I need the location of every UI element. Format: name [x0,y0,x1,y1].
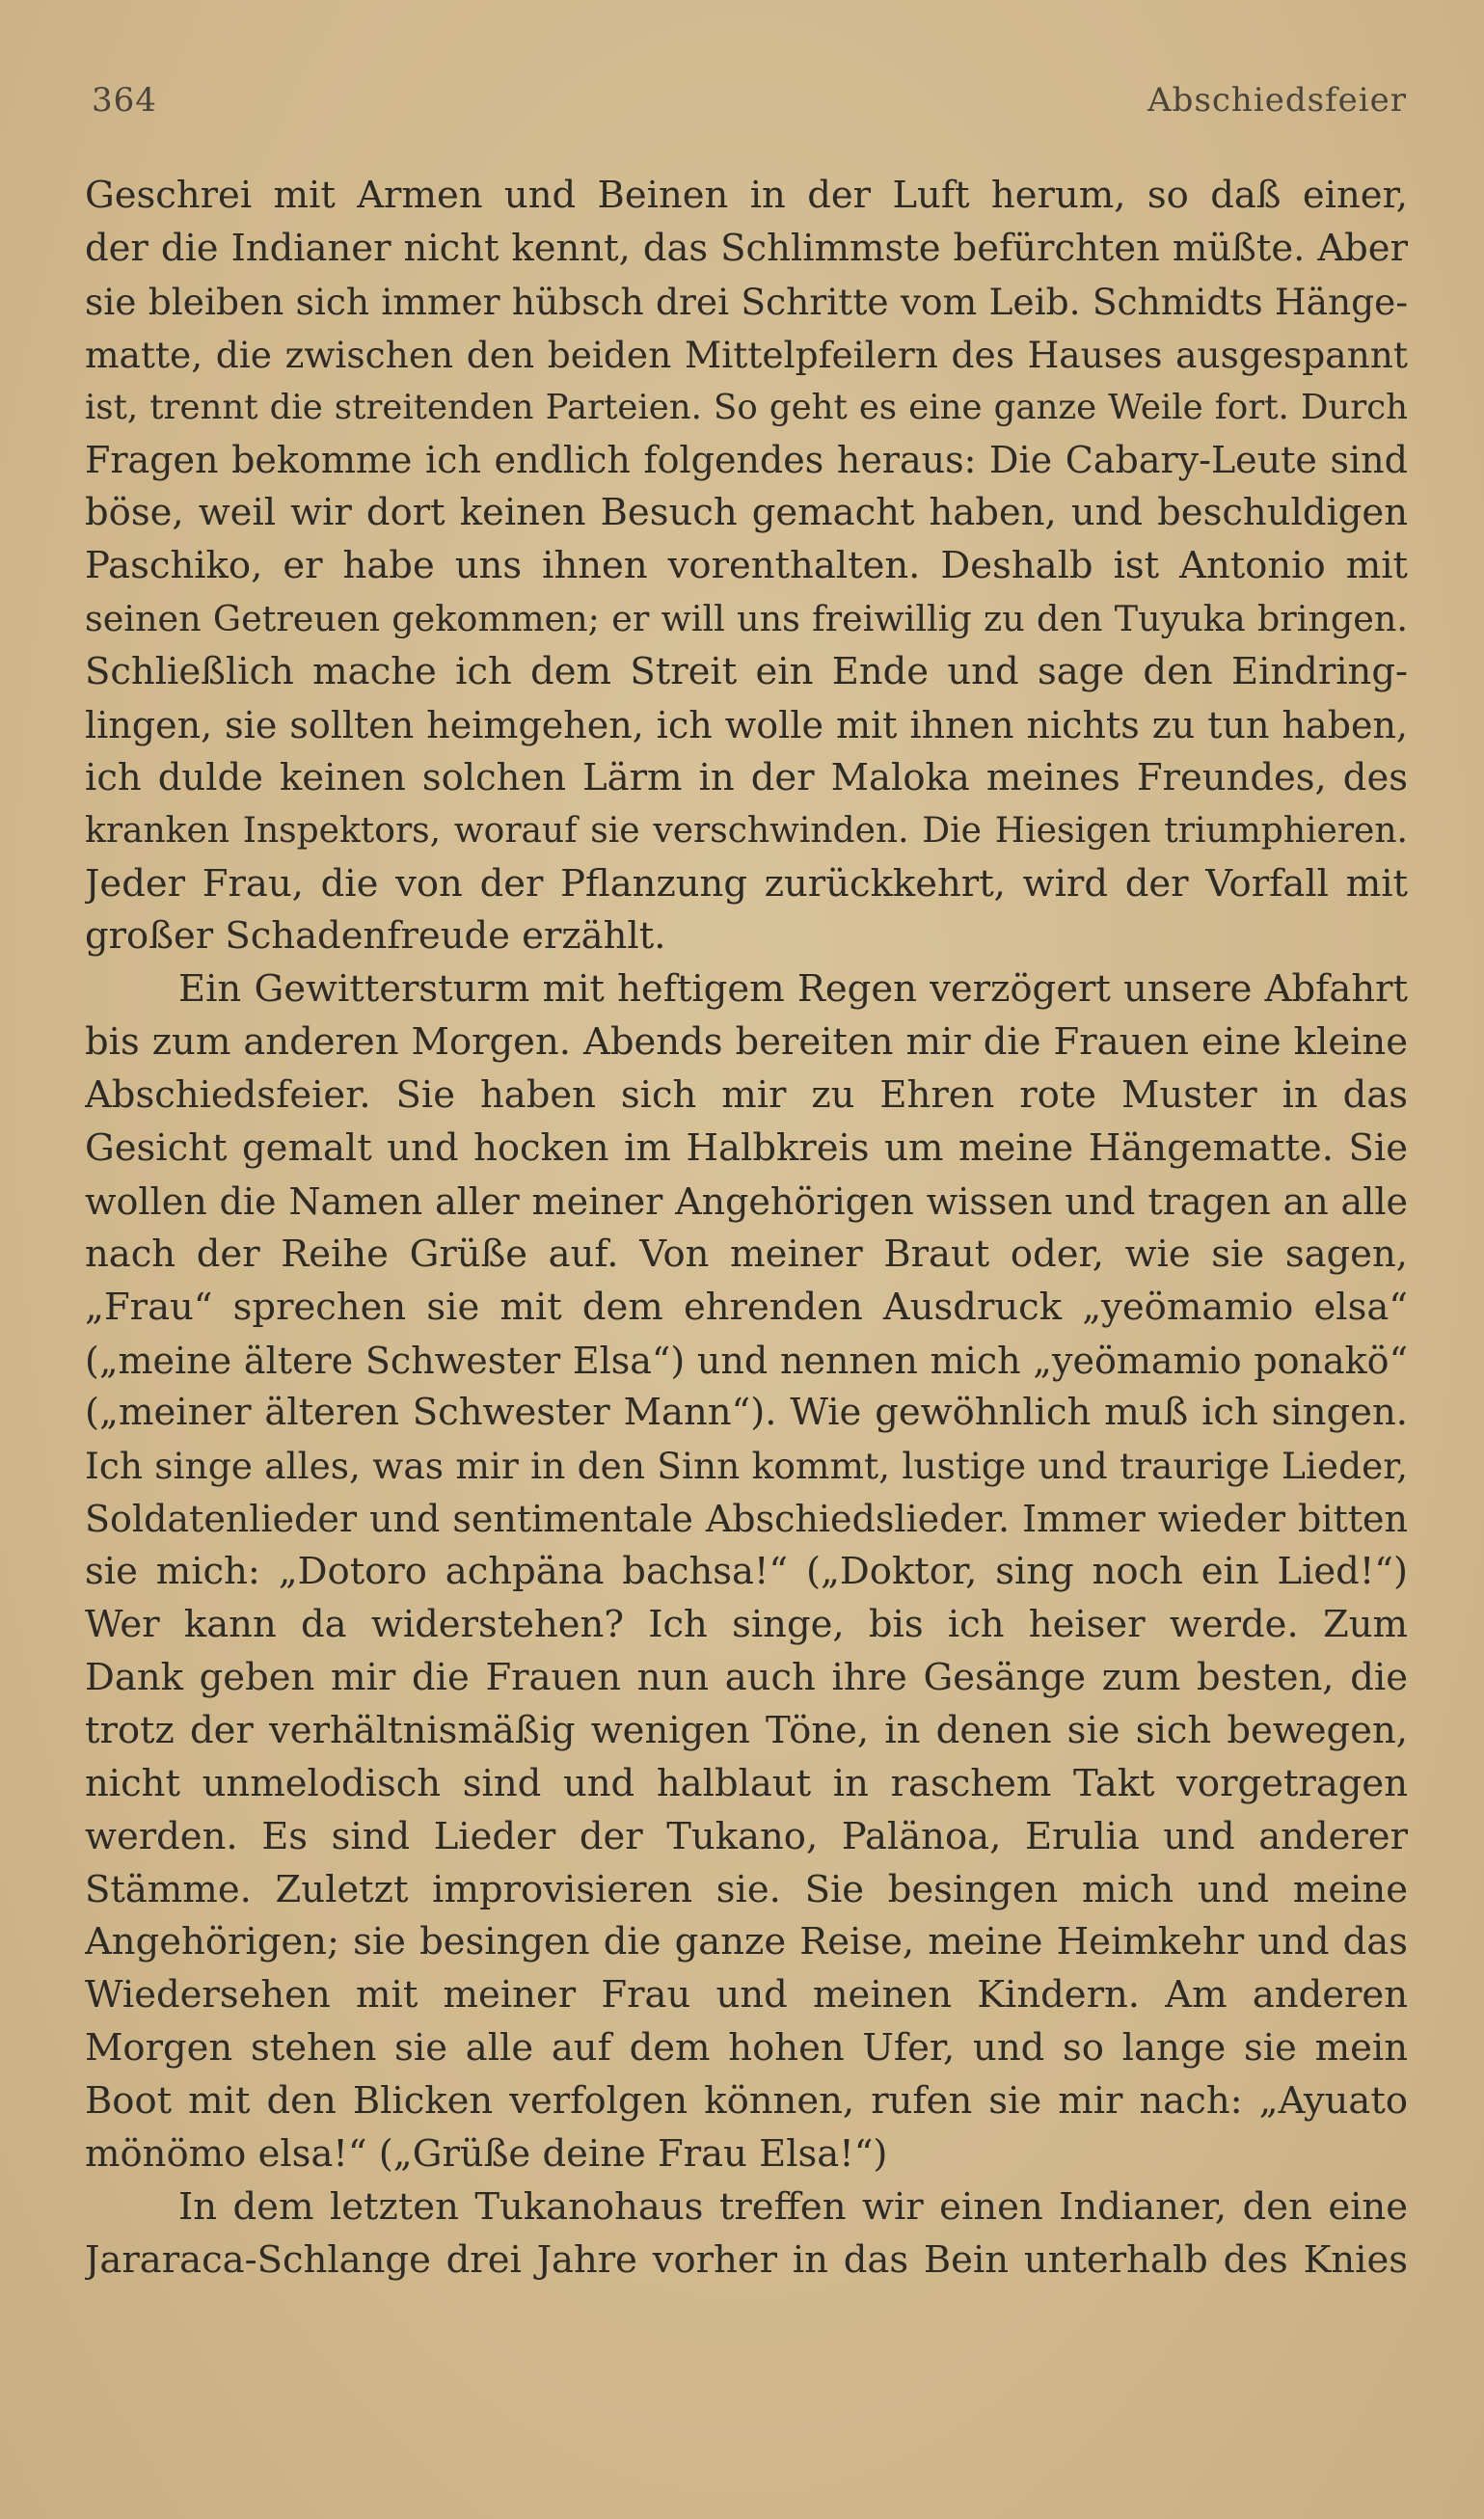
text-line: „Frau“ sprechen sie mit dem ehrenden Ausdruck „yeömamio elsa“ [85,1285,1408,1329]
text-line: kranken Inspektors, worauf sie verschwinden. Die Hiesigen triumphieren. [85,810,1408,851]
text-line: böse, weil wir dort keinen Besuch gemacht haben, und beschuldigen [85,491,1408,535]
text-line: matte, die zwischen den beiden Mittelpfeilern des Hauses ausgespannt [85,333,1408,376]
text-line: Morgen stehen sie alle auf dem hohen Ufer, und so lange sie mein [85,2026,1408,2071]
paragraph-start-line: Ein Gewittersturm mit heftigem Regen verzögert unsere Abfahrt [178,967,1408,1012]
paragraph-start-line: In dem letzten Tukanohaus treffen wir einen Indianer, den eine [178,2184,1408,2229]
text-line: mönömo elsa!“ („Grüße deine Frau Elsa!“) [85,2131,888,2176]
page-header [92,81,1407,129]
text-line: („meine ältere Schwester Elsa“) und nennen mich „yeömamio ponakö“ [85,1339,1408,1382]
text-line: Geschrei mit Armen und Beinen in der Luft herum, so daß einer, [85,174,1408,217]
text-line: wollen die Namen aller meiner Angehörigen wissen und tragen an alle [85,1179,1408,1223]
text-line: Soldatenlieder und sentimentale Abschiedslieder. Immer wieder bitten [85,1498,1408,1541]
text-line: Dank geben mir die Frauen nun auch ihre Gesänge zum besten, die [85,1655,1408,1699]
page-number: 364 [92,81,157,120]
text-line: nach der Reihe Grüße auf. Von meiner Braut oder, wie sie sagen, [85,1232,1408,1276]
text-line: bis zum anderen Morgen. Abends bereiten mir die Frauen eine kleine [85,1020,1408,1065]
body-text [85,170,1408,2288]
text-line: Abschiedsfeier. Sie haben sich mir zu Ehren rote Muster in das [85,1073,1408,1118]
text-line: Ich singe alles, was mir in den Sinn kommt, lustige und traurige Lieder, [85,1445,1408,1488]
text-line: lingen, sie sollten heimgehen, ich wolle mit ihnen nichts zu tun haben, [85,703,1408,746]
text-line: nicht unmelodisch sind und halblaut in raschem Takt vorgetragen [85,1761,1408,1805]
text-line: sie bleiben sich immer hübsch drei Schritte vom Leib. Schmidts Hänge- [85,280,1408,323]
text-line: ist, trennt die streitenden Parteien. So geht es eine ganze Weile fort. Durch [85,387,1408,427]
text-line: Paschiko, er habe uns ihnen vorenthalten. Deshalb ist Antonio mit [85,544,1408,588]
text-line: („meiner älteren Schwester Mann“). Wie gewöhnlich muß ich singen. [85,1391,1408,1435]
text-line: Jararaca-Schlange drei Jahre vorher in das Bein unterhalb des Knies [85,2237,1408,2282]
text-line: der die Indianer nicht kennt, das Schlimmste befürchten müßte. Aber [85,226,1408,270]
text-line: Jeder Frau, die von der Pflanzung zurückkehrt, wird der Vorfall mit [85,861,1408,906]
text-line: Stämme. Zuletzt improvisieren sie. Sie besingen mich und meine [85,1867,1408,1911]
text-line: Angehörigen; sie besingen die ganze Reise, meine Heimkehr und das [85,1920,1408,1964]
text-line: werden. Es sind Lieder der Tukano, Palänoa, Erulia und anderer [85,1814,1408,1858]
text-line: großer Schadenfreude erzählt. [85,914,666,959]
running-head: Abschiedsfeier [1147,81,1407,120]
text-line: Boot mit den Blicken verfolgen können, rufen sie mir nach: „Ayuato [85,2079,1408,2124]
text-line: Wiedersehen mit meiner Frau und meinen Kindern. Am anderen [85,1973,1408,2018]
text-line: seinen Getreuen gekommen; er will uns freiwillig zu den Tuyuka bringen. [85,598,1408,640]
text-line: Gesicht gemalt und hocken im Halbkreis um meine Hängematte. Sie [85,1126,1408,1171]
text-line: Fragen bekomme ich endlich folgendes heraus: Die Cabary-Leute sind [85,439,1408,482]
text-line: Schließlich mache ich dem Streit ein Ende und sage den Eindring- [85,650,1408,694]
text-line: Wer kann da widerstehen? Ich singe, bis ich heiser werde. Zum [85,1603,1408,1647]
text-line: ich dulde keinen solchen Lärm in der Maloka meines Freundes, des [85,755,1408,799]
text-line: sie mich: „Dotoro achpäna bachsa!“ („Doktor, sing noch ein Lied!“) [85,1550,1408,1594]
text-line: trotz der verhältnismäßig wenigen Töne, in denen sie sich bewegen, [85,1708,1408,1752]
